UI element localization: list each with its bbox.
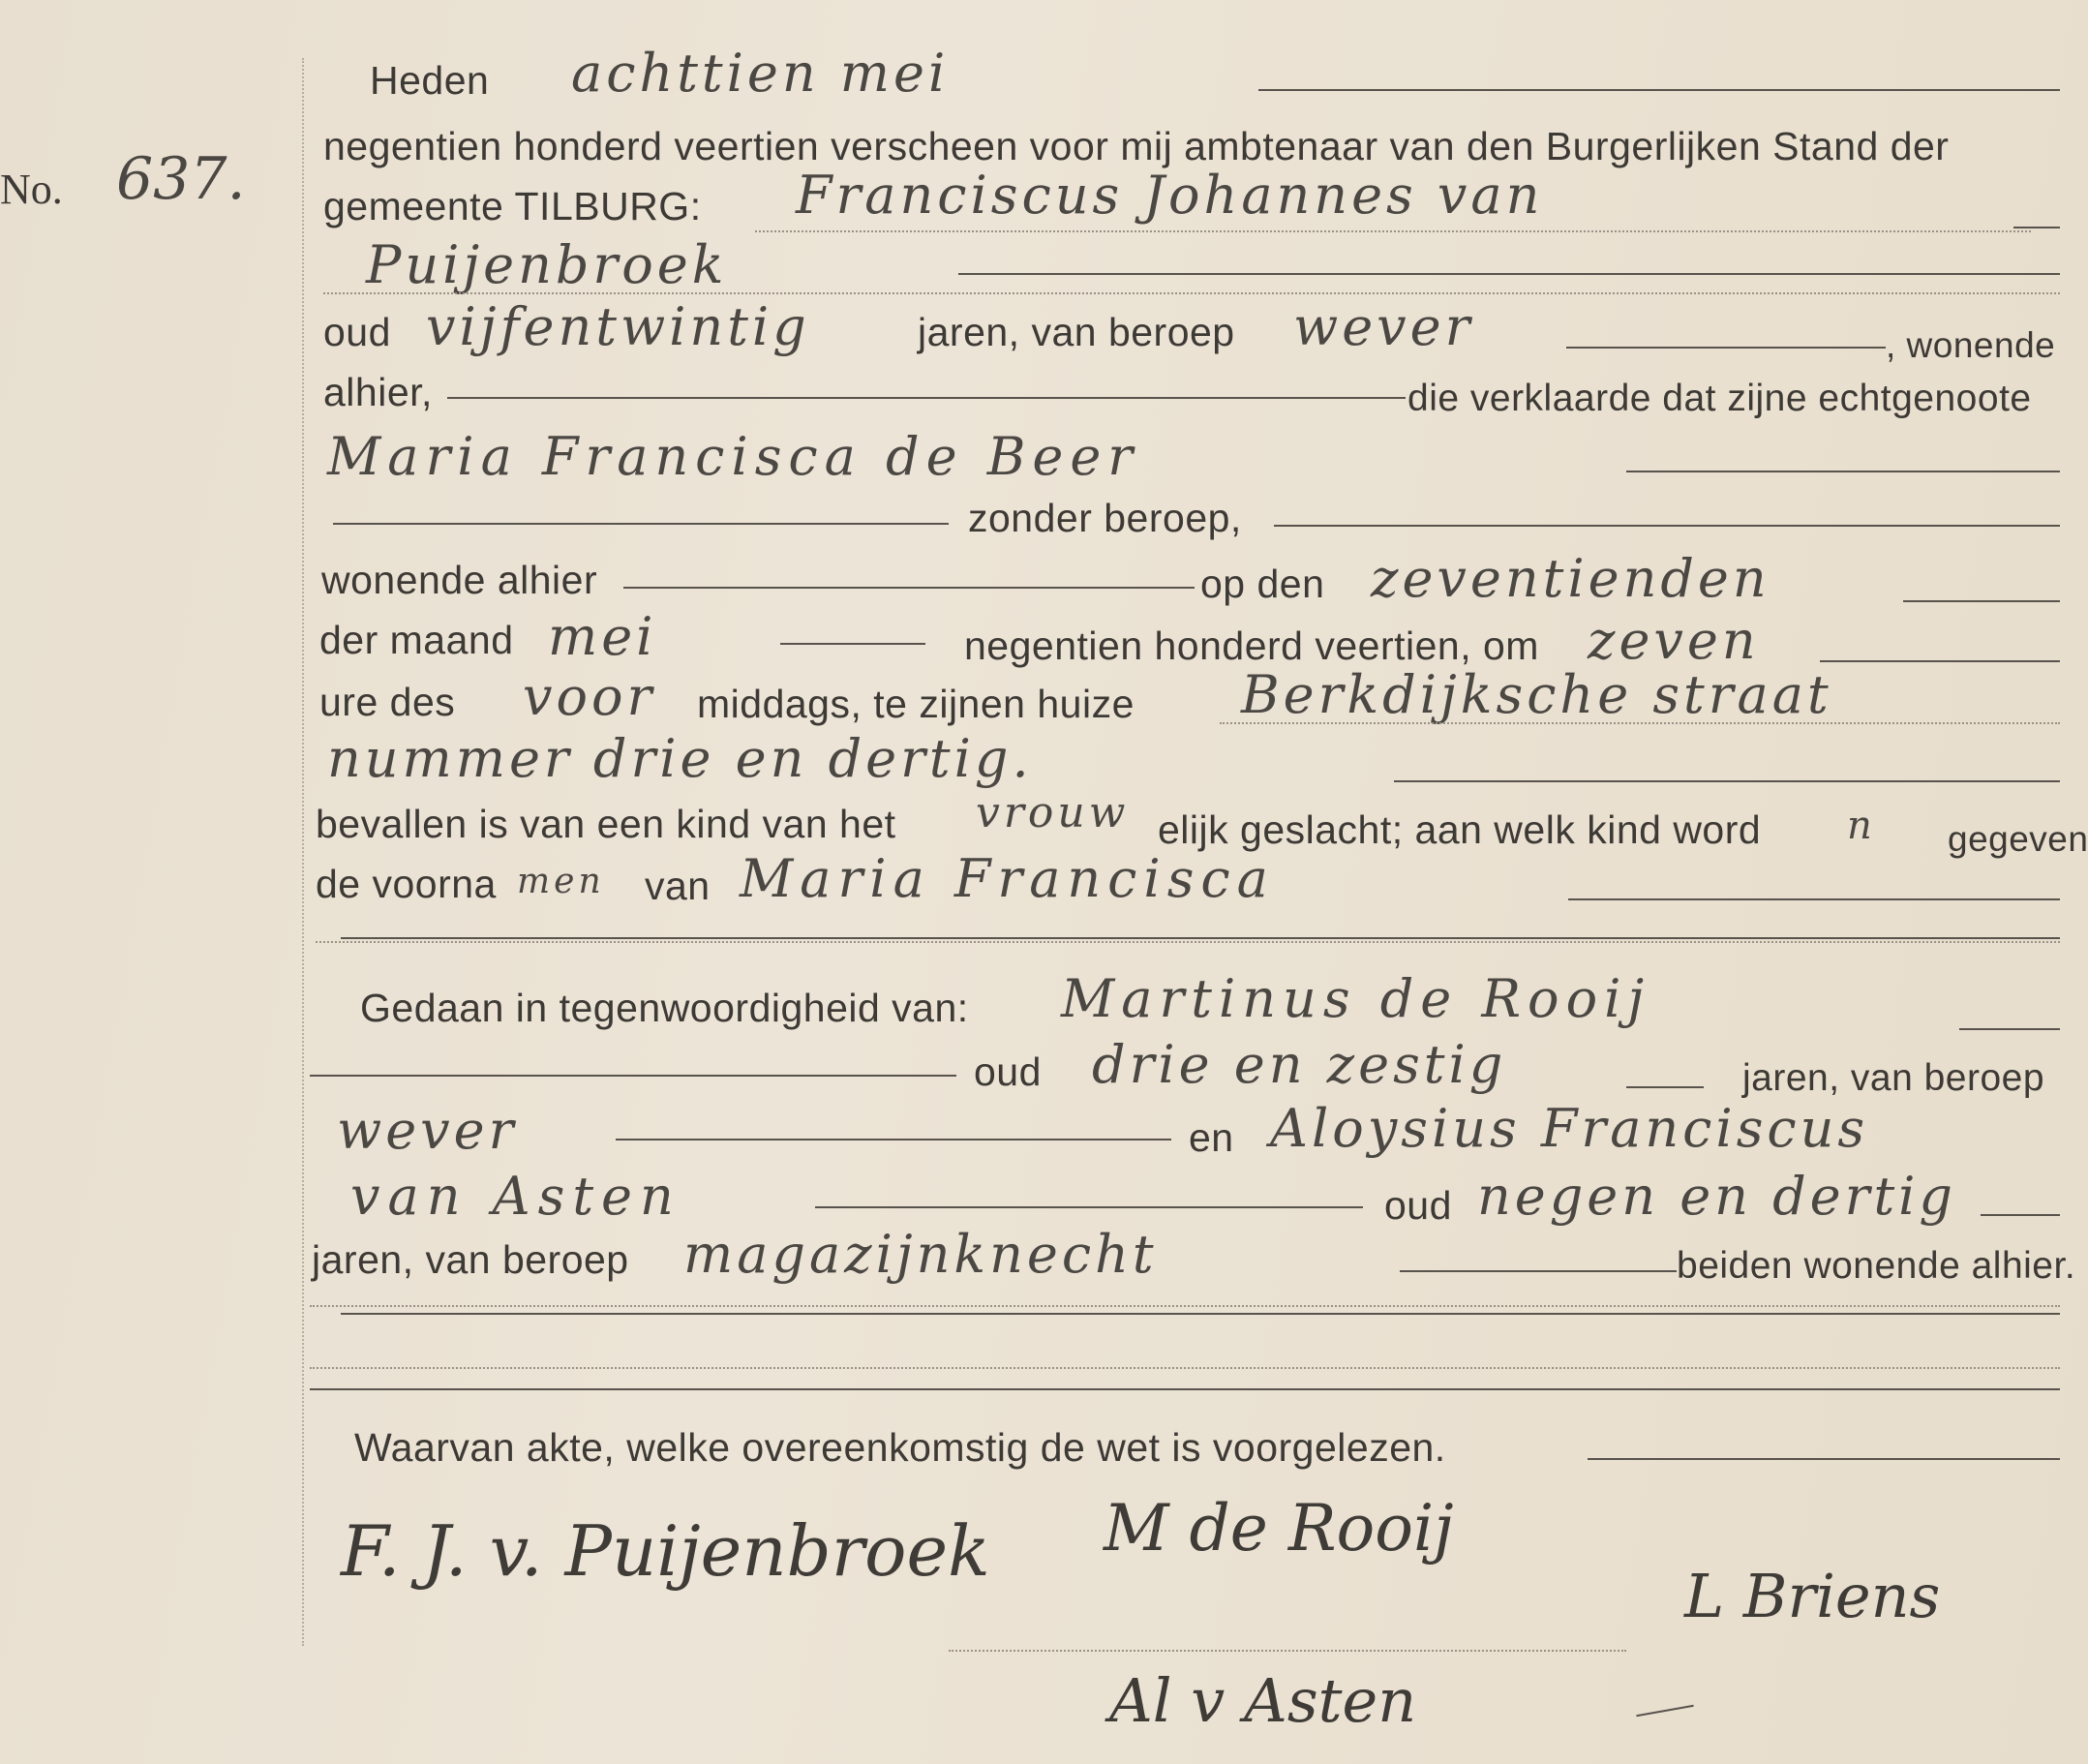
printed-waarvan: Waarvan akte, welke overeenkomstig de wet is voorgelezen. [354, 1425, 1446, 1470]
signature-dots [949, 1650, 1626, 1652]
printed-jaren-van-beroep-2: jaren, van beroep [312, 1237, 629, 1282]
printed-wonende: , wonende [1886, 325, 2056, 365]
fill-line [1981, 1214, 2060, 1216]
fill-line [1258, 89, 2060, 91]
printed-van: van [645, 864, 711, 908]
handwritten-house-number: nummer drie en dertig. [327, 728, 1033, 789]
printed-zonder-beroep: zonder beroep, [968, 496, 1242, 540]
fill-dots [310, 1367, 2060, 1369]
record-number-value: 637. [116, 145, 246, 213]
fill-line [1274, 525, 2060, 527]
handwritten-witness1-name: Martinus de Rooij [1061, 968, 1651, 1029]
fill-dots [310, 1305, 2060, 1307]
handwritten-father-name-1: Franciscus Johannes van [796, 165, 1544, 226]
signature-flourish [1636, 1705, 1693, 1717]
handwritten-part-of-day: voor [523, 666, 656, 727]
printed-ure-des: ure des [319, 680, 456, 724]
fill-line [1394, 780, 2060, 782]
printed-jaren-van-beroep: jaren, van beroep [1742, 1057, 2045, 1099]
fill-line [815, 1206, 1363, 1208]
handwritten-witness2-occupation: magazijnknecht [683, 1224, 1158, 1285]
handwritten-witness2-age: negen en dertig [1477, 1166, 1956, 1227]
fill-line [2013, 227, 2060, 228]
fill-dots [323, 292, 2060, 294]
handwritten-witness1-age: drie en zestig [1092, 1034, 1507, 1095]
signature-witness2: Al v Asten [1109, 1665, 1417, 1736]
handwritten-street: Berkdijksche straat [1241, 664, 1832, 725]
printed-elijk: elijk geslacht; aan welk kind word [1158, 807, 1762, 852]
fill-line [1820, 660, 2060, 662]
printed-gegeven: gegeven [1948, 819, 2088, 859]
printed-de-voorna: de voorna [316, 862, 497, 906]
handwritten-birth-day: zeventienden [1371, 548, 1770, 609]
fill-line [1903, 600, 2060, 602]
fill-line [1568, 898, 2060, 900]
printed-en: en [1189, 1115, 1234, 1160]
fill-line [1959, 1028, 2060, 1030]
fill-line [958, 273, 2060, 275]
signature-official: L Briens [1684, 1561, 1941, 1631]
printed-oud-2: oud [974, 1049, 1042, 1094]
handwritten-word-suffix: n [1847, 804, 1876, 848]
fill-line [1626, 471, 2060, 472]
fill-line [1588, 1458, 2060, 1460]
printed-gedaan: Gedaan in tegenwoordigheid van: [360, 986, 969, 1030]
handwritten-sex: vrouw [976, 788, 1130, 837]
fill-line [341, 1313, 2060, 1315]
printed-bevallen: bevallen is van een kind van het [316, 802, 896, 846]
handwritten-mother-name: Maria Francisca de Beer [327, 426, 1140, 487]
fill-dots [755, 230, 2031, 232]
printed-beiden: beiden wonende alhier. [1677, 1245, 2076, 1287]
printed-alhier: alhier, [323, 370, 433, 414]
printed-die-verklaarde: die verklaarde dat zijne echtgenoote [1407, 378, 2032, 419]
handwritten-witness2-name-1: Aloysius Franciscus [1270, 1098, 1869, 1159]
printed-jaren-beroep: jaren, van beroep [918, 310, 1235, 354]
fill-line [616, 1139, 1171, 1141]
printed-middags: middags, te zijnen huize [697, 682, 1135, 726]
fill-line [1626, 1086, 1704, 1088]
handwritten-voornamen-suffix: men [517, 862, 605, 901]
fill-line [310, 1075, 956, 1077]
printed-negentien-om: negentien honderd veertien, om [964, 623, 1539, 668]
printed-oud: oud [323, 310, 391, 354]
fill-line [780, 643, 925, 645]
handwritten-witness2-name-2: van Asten [350, 1166, 681, 1227]
fill-line [310, 1388, 2060, 1390]
printed-wonende-alhier: wonende alhier [321, 558, 598, 602]
fill-line [447, 397, 1406, 399]
signature-witness1: M de Rooij [1104, 1491, 1454, 1566]
fill-line [333, 523, 949, 525]
record-number-label: No. [0, 166, 63, 213]
handwritten-birth-month: mei [548, 606, 657, 667]
fill-line [623, 587, 1195, 589]
handwritten-father-occupation: wever [1293, 296, 1474, 357]
fill-line [341, 937, 2060, 939]
margin-rule [302, 58, 304, 1646]
handwritten-witness1-occupation: wever [337, 1100, 518, 1161]
printed-gemeente: gemeente TILBURG: [323, 184, 702, 228]
handwritten-child-name: Maria Francisca [740, 848, 1275, 909]
fill-dots [1220, 722, 2060, 724]
printed-oud-3: oud [1384, 1183, 1452, 1228]
fill-dots [316, 941, 2060, 943]
fill-line [1566, 347, 1886, 349]
handwritten-hour: zeven [1588, 610, 1760, 671]
handwritten-date: achttien mei [571, 43, 950, 104]
printed-line2: negentien honderd veertien verscheen voor mij ambtenaar van den Burgerlijken Stand der [323, 124, 1950, 168]
signature-father: F. J. v. Puijenbroek [341, 1510, 990, 1592]
fill-line [1400, 1270, 1677, 1272]
handwritten-father-age: vijfentwintig [426, 296, 810, 357]
handwritten-father-name-2: Puijenbroek [366, 234, 728, 295]
printed-op-den: op den [1200, 562, 1325, 606]
printed-heden: Heden [370, 58, 490, 103]
printed-der-maand: der maand [319, 618, 514, 662]
